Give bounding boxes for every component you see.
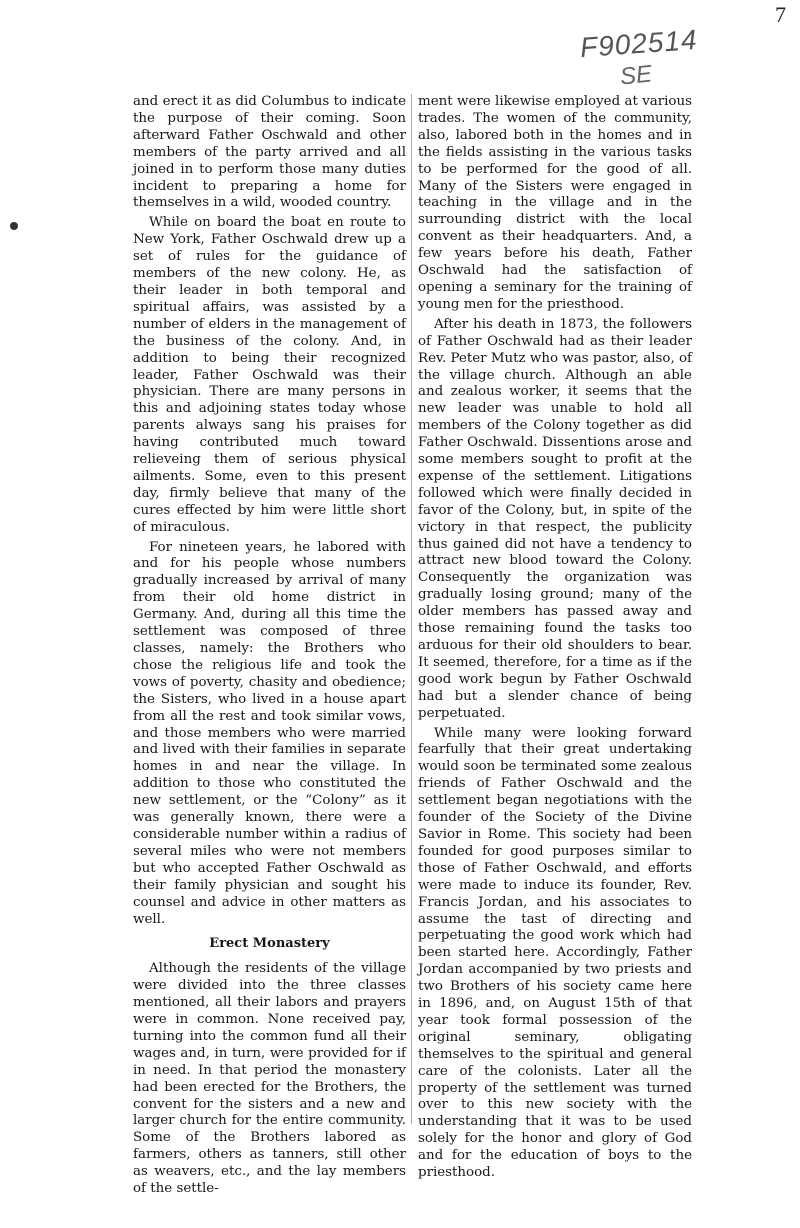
article-left-column — [133, 94, 406, 1201]
paragraph: For nineteen years, he labored with and for his people whose numbers gradually increased by arrival of many from their old home district in Germany. And, during all this time the settlement was composed of three classes, namely: the Brothers who chose the religious life and took the vows of poverty, chasity and obedience; the Sisters, who lived in a house apart from all the rest and took similar vows, and those members who were married and lived with their families in separate homes in and near the village. In addition to those who constituted the new settlement, or the “Colony” as it was generally known, there were a considerable number within a radius of several miles who were not members but who accepted Father Oschwald as their family physician and sought his counsel and advice in other matters as well. — [133, 539, 406, 927]
paragraph: While many were looking forward fearfully that their great undertaking would soon be terminated some zealous friends of Father Oschwald and the settlement began negotiations with the founder of the Society of the Divine Savior in Rome. This society had been founded for good purposes similar to those of Father Oschwald, and efforts were made to induce its founder, Rev. Francis Jordan, and his associates to assume the tast of directing and perpetuating the good work which had been started here. Accordingly, Father Jordan accompanied by two priests and two Brothers of his society came here in 1896, and, on August 15th of that year took formal possession of the original seminary, obligating themselves to the spiritual and general care of the colonists. Later all the property of the settlement was turned over to this new society with the understanding that it was to be used solely for the honor and glory of God and for the education of boys to the priesthood. — [418, 725, 692, 1181]
column-divider — [411, 94, 412, 1124]
article-right-column — [418, 94, 692, 1185]
margin-ink-dot — [10, 222, 18, 230]
paragraph: While on board the boat en route to New York, Father Oschwald drew up a set of rules for the guidance of members of the new colony. He, as their leader in both temporal and spiritual affairs, was assisted by a number of elders in the management of the business of the colony. And, in addition to being their recognized leader, Father Oschwald was their physician. There are many persons in this and adjoining states today whose parents always sang his praises for having contributed much toward relieveing them of serious physical ailments. Some, even to this present day, firmly believe that many of the cures effected by him were little short of miraculous. — [133, 215, 406, 535]
paragraph: ment were likewise employed at various trades. The women of the community, also, labored both in the homes and in the fields assisting in the various tasks to be performed for the good of all. Many of the Sisters were engaged in teaching in the village and in the surrounding district with the local convent as their headquarters. And, a few years before his death, Father Oschwald had the satisfaction of opening a seminary for the training of young men for the priesthood. — [418, 94, 692, 312]
page-number: 7 — [775, 2, 786, 27]
paragraph: and erect it as did Columbus to indicate the purpose of their coming. Soon afterward Father Oschwald and other members of the party arrived and all joined in to perform those many duties incident to preparing a home for themselves in a wild, wooded country. — [133, 94, 406, 211]
section-subhead: Erect Monastery — [209, 936, 330, 952]
handwritten-initials: SE — [618, 60, 654, 91]
paragraph: Although the residents of the village were divided into the three classes mentioned, all their labors and prayers were in common. None received pay, turning into the common fund all their wages and, in turn, were provided for if in need. In that period the monastery had been erected for the Brothers, the convent for the sisters and a new and larger church for the entire community. Some of the Brothers labored as farmers, others as tanners, still other as weavers, etc., and the lay members of the settle- — [133, 961, 406, 1197]
paragraph: After his death in 1873, the followers of Father Oschwald had as their leader Rev. Peter Mutz who was pastor, also, of the village church. Although an able and zealous worker, it seems that the new leader was unable to hold all members of the Colony together as did Father Oschwald. Dissentions arose and some members sought to profit at the expense of the settlement. Litigations followed which were finally decided in favor of the Colony, but, in spite of the victory in that respect, the publicity thus gained did not have a tendency to attract new blood toward the Colony. Consequently the organization was gradually losing ground; many of the older members has passed away and those remaining found the tasks too arduous for their old shoulders to bear. It seemed, therefore, for a time as if the good work begun by Father Oschwald had but a slender chance of being perpetuated. — [418, 316, 692, 721]
handwritten-catalog-mark: F902514 — [579, 23, 699, 64]
